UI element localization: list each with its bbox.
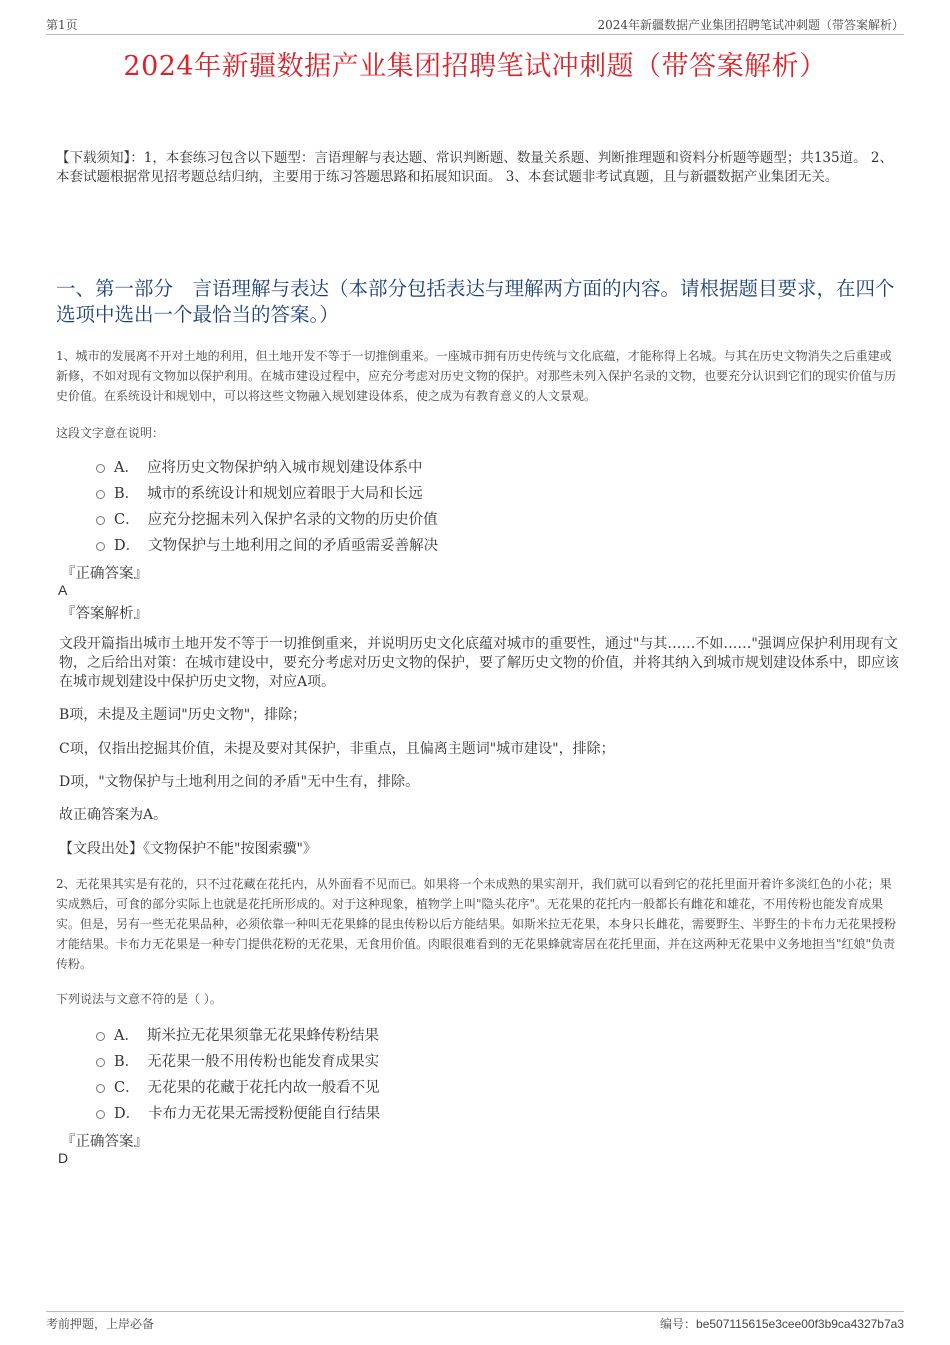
radio-icon[interactable] bbox=[96, 464, 105, 473]
section-title: 一、第一部分 言语理解与表达（本部分包括表达与理解两方面的内容。请根据题目要求，在四个选项中选出一个最恰当的答案。） bbox=[56, 277, 895, 326]
question-2-prompt: 下列说法与文意不符的是（ ）。 bbox=[56, 992, 222, 1006]
question-1-option-d[interactable]: D． 文物保护与土地利用之间的矛盾亟需妥善解决 bbox=[96, 531, 696, 557]
radio-icon[interactable] bbox=[96, 1032, 105, 1041]
page-number: 第1页 bbox=[46, 18, 78, 32]
download-notice: 【下载须知】：1，本套练习包含以下题型：言语理解与表达题、常识判断题、数量关系题、判断推理题和资料分析题等题型；共135道。 2、本套试题根据常见招考题总结归纳，主要用于练习答题思路和拓展知识面。 3、本套试题非考试真题，且与新疆数据产业集团无关。 bbox=[56, 150, 893, 185]
question-1-analysis-p2: B项，未提及主题词"历史文物"，排除； bbox=[59, 707, 307, 723]
radio-icon[interactable] bbox=[96, 1084, 105, 1093]
question-1-prompt: 这段文字意在说明： bbox=[56, 426, 165, 440]
header-doc-name: 2024年新疆数据产业集团招聘笔试冲刺题（带答案解析） bbox=[597, 18, 904, 32]
footer-slogan: 考前押题，上岸必备 bbox=[46, 1317, 155, 1331]
radio-icon[interactable] bbox=[96, 490, 105, 499]
footer-code-value: be507115615e3cee00f3b9ca4327b7a3 bbox=[696, 1317, 904, 1331]
question-1-options bbox=[96, 453, 696, 557]
question-2-option-a[interactable]: A． 斯米拉无花果须靠无花果蜂传粉结果 bbox=[96, 1021, 696, 1047]
radio-icon[interactable] bbox=[96, 1058, 105, 1067]
question-1-answer-label: 『正确答案』 bbox=[61, 566, 148, 582]
question-1-source: 【文段出处】《文物保护不能"按图索骥"》 bbox=[59, 841, 317, 857]
question-1-option-c[interactable]: C． 应充分挖掘未列入保护名录的文物的历史价值 bbox=[96, 505, 696, 531]
question-1-analysis-p5: 故正确答案为A。 bbox=[59, 807, 168, 823]
page-footer bbox=[46, 1311, 904, 1332]
question-2-option-d[interactable]: D． 卡布力无花果无需授粉便能自行结果 bbox=[96, 1099, 696, 1125]
radio-icon[interactable] bbox=[96, 542, 105, 551]
question-1-analysis-p3: C项，仅指出挖掘其价值，未提及要对其保护，非重点，且偏离主题词"城市建设"，排除； bbox=[59, 741, 615, 757]
question-1-text: 1、城市的发展离不开对土地的利用，但土地开发不等于一切推倒重来。一座城市拥有历史传统与文化底蕴，才能称得上名城。与其在历史文物消失之后重建或新修，不如对现有文物加以保护利用。在城市建设过程中，应充分考虑对历史文物的保护。对那些未列入保护名录的文物，也要充分认识到它们的现实价值与历史价值。在系统设计和规划中，可以将这些文物融入规划建设体系，使之成为有教育意义的人文景观。 bbox=[56, 349, 897, 403]
footer-code-label: 编号： bbox=[660, 1317, 697, 1331]
question-1-analysis-label: 『答案解析』 bbox=[61, 606, 148, 622]
question-2-answer-label: 『正确答案』 bbox=[61, 1134, 148, 1150]
question-1-analysis-p1: 文段开篇指出城市土地开发不等于一切推倒重来，并说明历史文化底蕴对城市的重要性，通过"与其……不如……"强调应保护利用现有文物，之后给出对策：在城市建设中，要充分考虑对历史文物的保护，要了解历史文物的价值，并将其纳入到城市规划建设体系中，即应该在城市规划建设中保护历史文物，对应A项。 bbox=[59, 636, 899, 690]
question-1-option-b[interactable]: B． 城市的系统设计和规划应着眼于大局和长远 bbox=[96, 479, 696, 505]
question-1-answer: A bbox=[58, 582, 68, 598]
footer-code bbox=[660, 1315, 904, 1332]
question-1-option-a[interactable]: A． 应将历史文物保护纳入城市规划建设体系中 bbox=[96, 453, 696, 479]
radio-icon[interactable] bbox=[96, 516, 105, 525]
document-title: 2024年新疆数据产业集团招聘笔试冲刺题（带答案解析） bbox=[123, 51, 827, 82]
radio-icon[interactable] bbox=[96, 1110, 105, 1119]
page-header bbox=[46, 14, 904, 35]
question-2-text: 2、无花果其实是有花的，只不过花藏在花托内，从外面看不见而已。如果将一个未成熟的果实剖开，我们就可以看到它的花托里面开着许多淡红色的小花；果实成熟后，可食的部分实际上也就是花托所形成的。对于这种现象，植物学上叫"隐头花序"。无花果的花托内一般都长有雌花和雄花，不用传粉也能发育成果实。但是，另有一些无花果品种，必须依靠一种叫无花果蜂的昆虫传粉以后方能结果。如斯米拉无花果，本身只长雌花，需要野生、半野生的卡布力无花果授粉才能结果。卡布力无花果是一种专门提供花粉的无花果，无食用价值。肉眼很难看到的无花果蜂就寄居在花托里面，并在这两种无花果中义务地担当"红娘"负责传粉。 bbox=[56, 877, 897, 971]
question-1-analysis-p4: D项，"文物保护与土地利用之间的矛盾"无中生有，排除。 bbox=[59, 774, 420, 790]
question-2-option-c[interactable]: C． 无花果的花藏于花托内故一般看不见 bbox=[96, 1073, 696, 1099]
question-2-answer: D bbox=[58, 1150, 69, 1166]
question-2-option-b[interactable]: B． 无花果一般不用传粉也能发育成果实 bbox=[96, 1047, 696, 1073]
question-2-options bbox=[96, 1021, 696, 1125]
